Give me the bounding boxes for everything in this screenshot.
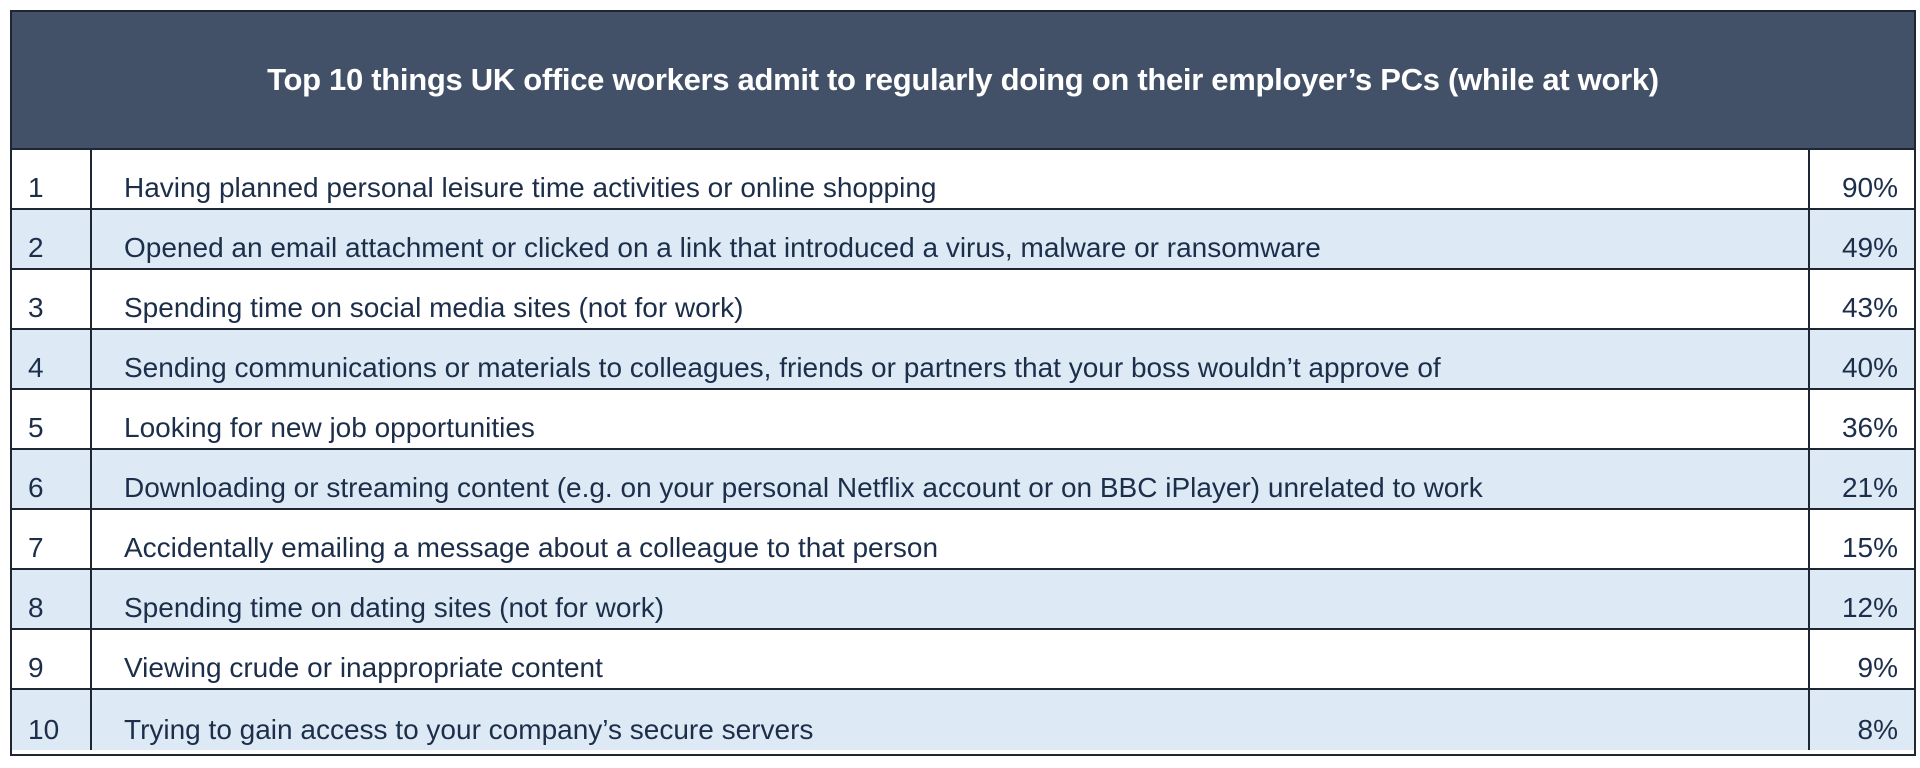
percent-cell: 8% xyxy=(1857,714,1898,745)
table-row xyxy=(12,210,1914,270)
activity-cell: Opened an email attachment or clicked on a link that introduced a virus, malware or ransomware xyxy=(92,210,1810,268)
activity-cell: Having planned personal leisure time activities or online shopping xyxy=(92,150,1810,208)
table-row xyxy=(12,330,1914,390)
rank-cell: 6 xyxy=(12,450,92,508)
rank-cell: 3 xyxy=(12,270,92,328)
percent-cell: 43% xyxy=(1841,292,1898,323)
table-body xyxy=(12,150,1914,754)
table-row xyxy=(12,450,1914,510)
rank-cell: 4 xyxy=(12,330,92,388)
table-row xyxy=(12,390,1914,450)
activity-cell: Downloading or streaming content (e.g. on your personal Netflix account or on BBC iPlayer) unrelated to work xyxy=(92,450,1810,508)
percent-cell: 12% xyxy=(1841,592,1898,623)
percent-cell: 15% xyxy=(1841,532,1898,563)
activity-cell: Spending time on dating sites (not for work) xyxy=(92,570,1810,628)
rank-cell: 5 xyxy=(12,390,92,448)
activity-cell: Sending communications or materials to colleagues, friends or partners that your boss wouldn’t approve of xyxy=(92,330,1810,388)
table-row xyxy=(12,570,1914,630)
rank-cell: 8 xyxy=(12,570,92,628)
activity-cell: Viewing crude or inappropriate content xyxy=(92,630,1810,688)
table-row xyxy=(12,690,1914,750)
percent-cell: 9% xyxy=(1857,652,1898,683)
table-row xyxy=(12,630,1914,690)
activity-cell: Trying to gain access to your company’s secure servers xyxy=(92,690,1810,750)
percent-cell: 90% xyxy=(1841,172,1898,203)
table-row xyxy=(12,510,1914,570)
table-header xyxy=(12,12,1914,150)
rank-cell: 1 xyxy=(12,150,92,208)
rank-cell: 7 xyxy=(12,510,92,568)
table-row xyxy=(12,150,1914,210)
table-row xyxy=(12,270,1914,330)
rank-cell: 2 xyxy=(12,210,92,268)
table-title: Top 10 things UK office workers admit to regularly doing on their employer’s PCs (while at work) xyxy=(267,62,1659,97)
activity-cell: Accidentally emailing a message about a colleague to that person xyxy=(92,510,1810,568)
rank-cell: 9 xyxy=(12,630,92,688)
activity-cell: Spending time on social media sites (not for work) xyxy=(92,270,1810,328)
ranking-table xyxy=(10,10,1916,756)
activity-cell: Looking for new job opportunities xyxy=(92,390,1810,448)
percent-cell: 21% xyxy=(1841,472,1898,503)
percent-cell: 40% xyxy=(1841,352,1898,383)
percent-cell: 36% xyxy=(1841,412,1898,443)
percent-cell: 49% xyxy=(1841,232,1898,263)
rank-cell: 10 xyxy=(12,690,92,750)
